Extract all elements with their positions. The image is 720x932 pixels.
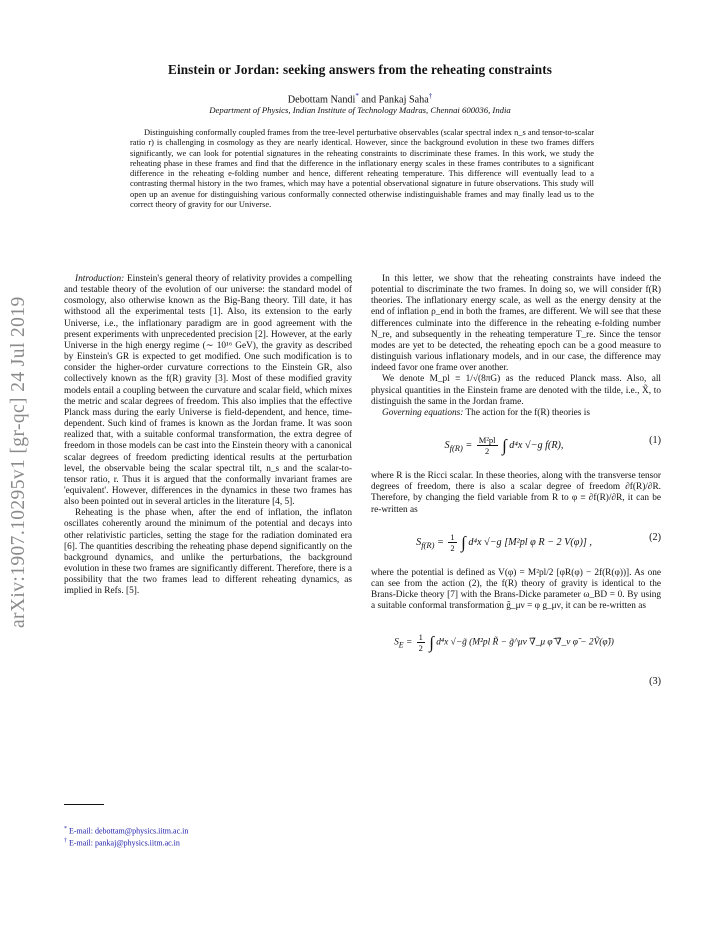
- footnote-2-email[interactable]: E-mail: pankaj@physics.iitm.ac.in: [69, 838, 180, 848]
- integral-icon: ∫: [429, 633, 434, 653]
- planck-mass-paragraph: We denote M_pl ≡ 1/√(8πG) as the reduced Planck mass. Also, all physical quantities in the Einstein frame are denoted with the tilde, i.e., X̃, to distinguish the same in the Jordan frame.: [371, 374, 661, 407]
- intro-text: Einstein's general theory of relativity provides a compelling and testable theory of the evolution of our universe: the standard model of cosmology, also otherwise known as the Big-Bang theory. Till date, it has withstood all the experimental tests [1]. Also, its extension to the early Universe, i.e., the inflationary paradigm are in good agreement with the present experiments with unprecedented precision [2]. However, at the early Universe in the high energy regime (∼ 10¹⁶ GeV), the gravity as described by Einstein's GR is expected to get modified. One such modification is to consider the higher-order curvature corrections to the Einstein GR, also collectively known as the f(R) gravity [3]. Most of these modified gravity models entail a coupling between the curvature and scalar field, which mixes the metric and scalar degrees of freedom. This also implies that the effective Planck mass during the early Universe is field-dependent, and hence, time-dependent. Such kind of frames is known as the Jordan frame. It was soon realized that, with a suitable conformal transformation, the extra degree of freedom in those models can be cast into the Einstein theory with a canonical scalar degrees of freedom predicting identical results at the perturbation level, the observable being the scalar spectral tilt, n_s and the scalar-to-tensor ratio, r. Thus it is argued that the conformally invariant frames are 'equivalent'. However, differences in the dynamics in these two frames has also been pointed out in several articles in the literature [4, 5].: [64, 274, 352, 508]
- eq3-fraction: [417, 632, 425, 653]
- arxiv-stamp[interactable]: arXiv:1907.10295v1 [gr-qc] 24 Jul 2019: [8, 296, 29, 628]
- footnote-1[interactable]: [64, 826, 188, 836]
- eq3-frac-denominator: 2: [418, 643, 423, 654]
- potential-paragraph: where the potential is defined as V(φ) = M²pl/2 [φR(φ) − 2f(R(φ))]. As one can see from the action (2), the f(R) theory of gravity is identical to the Brans-Dicke theory [7] with the Brans-Dicke parameter ω_BD = 0. By using a suitable conformal transformation g̃_μν = φ g_μν, it can be re-written as: [371, 567, 661, 612]
- footnote-1-email[interactable]: E-mail: debottam@physics.iitm.ac.in: [69, 826, 189, 836]
- eq1-lhs: S: [444, 439, 450, 451]
- ricci-paragraph: where R is the Ricci scalar. In these theories, along with the transverse tensor degrees of freedom, there is also a scalar degree of freedom ∂f(R)/∂R. Therefore, by changing the field variable from R to φ ≡ ∂f(R)/∂R, it can be re-written as: [371, 471, 661, 515]
- author-conjunction: and: [361, 94, 377, 106]
- left-column: [64, 274, 352, 598]
- footnote-mark-2[interactable]: †: [428, 92, 433, 100]
- eq1-fraction: [477, 435, 498, 456]
- eq3-lhs: S: [394, 637, 399, 648]
- eq3-frac-numerator: 1: [418, 632, 423, 643]
- reheating-paragraph: Reheating is the phase when, after the end of inflation, the inflaton oscillates coherently around the minimum of the potential and decays into other relativistic particles, setting the stage for the radiation dominated era [6]. The quantities describing the reheating phase depend significantly on the background dynamics, and unlike the perturbations, the background evolution in these two frames are significantly different. Therefore, there is a possibility that the two frames lead to different reheating dynamics, as implied in Refs. [5].: [64, 508, 352, 597]
- letter-paragraph: In this letter, we show that the reheating constraints have indeed the potential to discriminate the two frames. In doing so, we will consider f(R) theories. The inflationary energy scale, as well as the energy density at the end of inflation ρ_end in both the frames, are different. We will see that these differences culminate into the difference in the reheating e-folding number N_re, and subsequently in the reheating temperature T_re. Since the tensor modes are yet to be detected, the reheating epoch can be a good measure to distinguish various inflationary models, and in our case, the difference may indeed favor one frame over another.: [371, 274, 661, 374]
- author-line: [60, 92, 660, 105]
- footnote-1-mark: *: [64, 826, 67, 832]
- governing-paragraph: [371, 408, 661, 419]
- governing-text: The action for the f(R) theories is: [465, 407, 590, 418]
- integral-icon: ∫: [502, 435, 507, 455]
- governing-heading: Governing equations:: [382, 407, 464, 418]
- eq3-rhs: d⁴x √−g̃ (M²pl R̃ − g̃^μν ∇̃_μ φ̃ ∇̃_ν φ̃ − 2Ṽ(φ̃)): [436, 637, 614, 648]
- affiliation: Department of Physics, Indian Institute of Technology Madras, Chennai 600036, India: [209, 105, 511, 115]
- eq2-frac-denominator: 2: [450, 542, 455, 553]
- eq2-lhs: S: [416, 536, 422, 548]
- footnote-mark-1[interactable]: *: [355, 92, 359, 100]
- right-column: [371, 274, 661, 688]
- author-name-2: Pankaj Saha: [378, 94, 429, 106]
- intro-heading: Introduction:: [75, 274, 125, 284]
- equation-2: $S_{f(R)}$ = $\frac{1}{2}$ ∫ d⁴x √−g [M²pl φ R − 2 V(φ)] , (2): [416, 531, 661, 553]
- eq1-number: (1): [649, 435, 661, 447]
- intro-paragraph: [64, 274, 352, 508]
- abstract: Distinguishing conformally coupled frames from the tree-level perturbative observables (scalar spectral index n_s and tensor-to-scalar ratio r) is challenging in cosmology as they are nearly identical. However, since the background evolution in these two frames differs significantly, we can look for potential signatures in the reheating constraints to discriminate these frames. In this work, we study the reheating phase in these frames and find that the difference in the inflationary energy scales in these frames contributes to a significant difference in the reheating e-folding number and hence, different reheating temperature. This difference will eventually lead to a contrasting thermal history in the two frames, which may have a potential observational signature in future observations. This study will open up an avenue for distinguishing various conformally connected otherwise indistinguishable frames and may finally lead us to the correct theory of gravity for our Universe.: [130, 128, 594, 210]
- paper-title: Einstein or Jordan: seeking answers from the reheating constraints: [168, 62, 552, 77]
- integral-icon: ∫: [461, 532, 466, 552]
- eq1-subscript: f(R): [449, 442, 463, 453]
- eq2-subscript: f(R): [421, 539, 435, 550]
- eq1-rhs: d⁴x √−g f(R),: [509, 439, 564, 451]
- eq1-frac-denominator: 2: [485, 446, 490, 457]
- footnote-2[interactable]: [64, 838, 180, 848]
- footnote-2-mark: †: [64, 838, 67, 844]
- eq3-subscript: E: [398, 640, 404, 650]
- footnote-rule: [64, 804, 104, 805]
- eq2-frac-numerator: 1: [450, 531, 455, 542]
- equation-1: $S_{f(R)}$ = $\frac{\text{M²pl}}{2}$ ∫ d⁴x √−g f(R), (1): [444, 435, 661, 457]
- eq2-rhs: d⁴x √−g [M²pl φ R − 2 V(φ)] ,: [468, 536, 592, 548]
- equation-3: $S_E$ = $\frac{1}{2}$ ∫ d⁴x √−g̃ (M²pl R̃ − g̃^μν ∇̃_μ φ̃ ∇̃_ν φ̃ − 2Ṽ(φ̃)) (3): [394, 632, 661, 688]
- eq3-number: (3): [649, 676, 661, 688]
- eq1-frac-numerator: M²pl: [478, 435, 496, 446]
- eq2-fraction: [448, 532, 456, 553]
- eq2-number: (2): [649, 531, 661, 543]
- author-name-1: Debottam Nandi: [287, 94, 356, 106]
